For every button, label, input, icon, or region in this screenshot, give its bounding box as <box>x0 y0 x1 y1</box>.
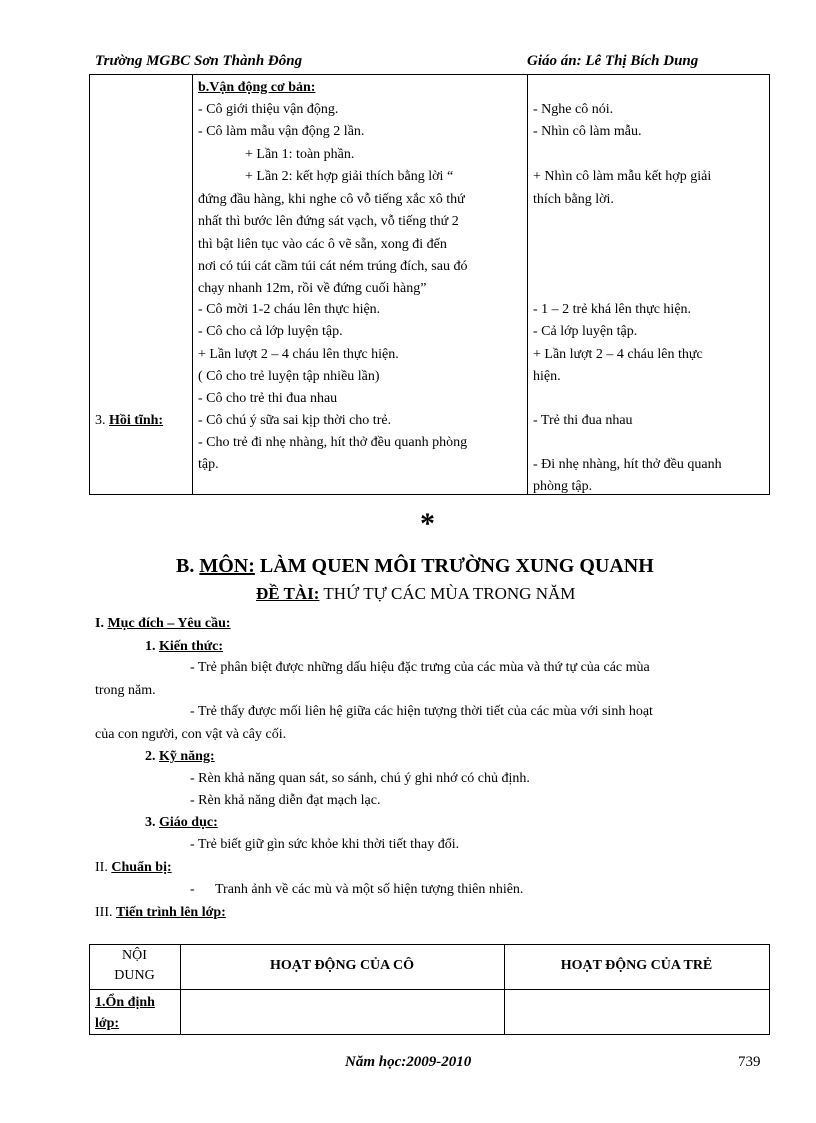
teacher-line: nơi có túi cát cầm túi cát ném trúng đích, sau đó <box>198 259 468 274</box>
child-line: hiện. <box>533 369 561 384</box>
teacher-line: chạy nhanh 12m, rồi về đứng cuối hàng” <box>198 281 427 296</box>
skills-heading: 2. Kỹ năng: <box>145 749 215 764</box>
skills-line: - Rèn khả năng diễn đạt mạch lạc. <box>190 793 381 808</box>
teacher-line: + Lần 1: toàn phần. <box>245 147 355 162</box>
header-author: Giáo án: Lê Thị Bích Dung <box>527 53 699 69</box>
table2-col-content: NỘI DUNG <box>114 948 155 983</box>
child-line: - 1 – 2 trẻ khá lên thực hiện. <box>533 302 692 317</box>
section3-label: 3. Hồi tĩnh: <box>95 413 164 428</box>
teacher-line: + Lần 2: kết hợp giải thích bằng lời “ <box>245 169 454 184</box>
child-line: - Cả lớp luyện tập. <box>533 324 638 339</box>
part1-heading: I. Mục đích – Yêu cầu: <box>95 616 231 631</box>
skills-line: - Rèn khả năng quan sát, so sánh, chú ý ghi nhớ có chủ định. <box>190 771 530 786</box>
part3-heading: III. Tiến trình lên lớp: <box>95 905 226 920</box>
part2-heading: II. Chuẩn bị: <box>95 860 172 875</box>
teacher-line: đứng đầu hàng, khi nghe cô vỗ tiếng xắc xô thứ <box>198 192 465 207</box>
prep-dash: - <box>190 882 195 897</box>
education-line: - Trẻ biết giữ gìn sức khỏe khi thời tiết thay đổi. <box>190 837 460 852</box>
teacher-line: ( Cô cho trẻ luyện tập nhiều lần) <box>198 369 380 384</box>
table2-row1-label: lớp: <box>95 1016 120 1031</box>
teacher-line: - Cô mời 1-2 cháu lên thực hiện. <box>198 302 381 317</box>
table2-col-teacher: HOẠT ĐỘNG CỦA CÔ <box>269 958 415 973</box>
child-line: - Nhìn cô làm mẫu. <box>533 124 642 139</box>
teacher-line: - Cô giới thiệu vận động. <box>198 102 339 117</box>
child-line: - Nghe cô nói. <box>533 102 614 117</box>
teacher-line: thì bật liên tục vào các ô vẽ sẵn, xong đi đến <box>198 237 447 252</box>
teacher-line: tập. <box>198 457 219 472</box>
teacher-line: - Cô cho trẻ thi đua nhau <box>198 391 338 406</box>
child-line: + Nhìn cô làm mẫu kết hợp giải <box>533 169 712 184</box>
teacher-line: - Cô làm mẫu vận động 2 lần. <box>198 124 365 139</box>
page-number: 739 <box>738 1054 761 1070</box>
table2-col-child: HOẠT ĐỘNG CỦA TRẺ <box>560 958 713 973</box>
knowledge-line: trong năm. <box>95 683 156 698</box>
knowledge-heading: 1. Kiến thức: <box>145 639 224 654</box>
knowledge-line: - Trẻ phân biệt được những dấu hiệu đặc trưng của các mùa và thứ tự của các mùa <box>190 660 650 675</box>
child-line: - Đi nhẹ nhàng, hít thở đều quanh <box>533 457 722 472</box>
subject-title: B. MÔN: LÀM QUEN MÔI TRƯỜNG XUNG QUANH <box>176 555 654 577</box>
knowledge-line: - Trẻ thấy được mối liên hệ giữa các hiện tượng thời tiết của các mùa với sinh hoạt <box>190 704 653 719</box>
teacher-line: nhất thì bước lên đứng sát vạch, vỗ tiếng thứ 2 <box>198 214 459 229</box>
education-heading: 3. Giáo dục: <box>145 815 218 830</box>
knowledge-line: của con người, con vật và cây cối. <box>95 727 287 742</box>
teacher-line: - Cho trẻ đi nhẹ nhàng, hít thở đều quanh phòng <box>198 435 468 450</box>
teacher-line: - Cô cho cả lớp luyện tập. <box>198 324 343 339</box>
table2-row1-label: 1.Ổn định <box>95 995 155 1010</box>
prep-line: Tranh ảnh về các mù và một số hiện tượng thiên nhiên. <box>215 882 524 897</box>
topic-title: ĐỀ TÀI: THỨ TỰ CÁC MÙA TRONG NĂM <box>256 584 576 603</box>
child-line: thích bằng lời. <box>533 192 614 207</box>
footer-year: Năm học:2009-2010 <box>345 1054 472 1070</box>
teacher-line: - Cô chú ý sữa sai kịp thời cho trẻ. <box>198 413 392 428</box>
divider-asterisk: * <box>420 507 435 540</box>
child-line: phòng tập. <box>533 479 593 494</box>
section-b-title: b.Vận động cơ bản: <box>198 80 316 95</box>
header-school: Trường MGBC Sơn Thành Đông <box>95 53 303 69</box>
child-line: - Trẻ thi đua nhau <box>533 413 633 428</box>
teacher-line: + Lần lượt 2 – 4 cháu lên thực hiện. <box>198 347 399 362</box>
child-line: + Lần lượt 2 – 4 cháu lên thực <box>533 347 703 362</box>
